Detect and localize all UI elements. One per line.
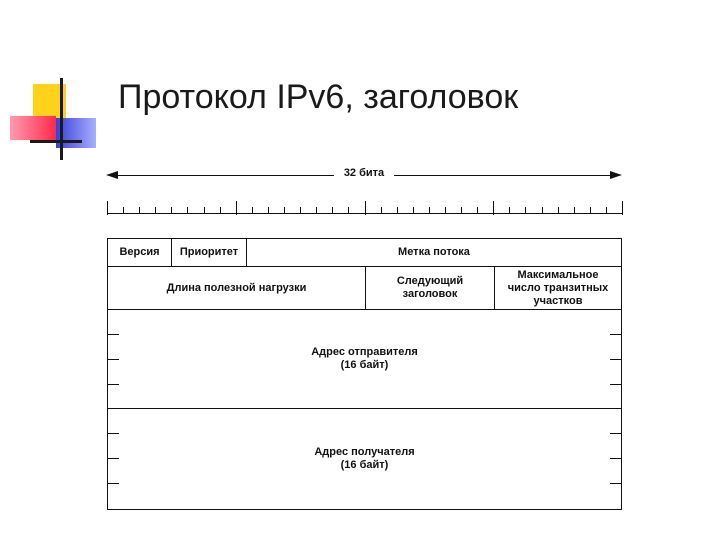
segment-stub xyxy=(107,359,119,360)
segment-stub xyxy=(107,384,119,385)
segment-stub xyxy=(107,334,119,335)
field-destination-address: Адрес получателя (16 байт) xyxy=(314,446,415,471)
ruler-tick xyxy=(558,207,559,213)
ruler-tick xyxy=(187,207,188,213)
ruler-tick xyxy=(606,207,607,213)
ruler-tick xyxy=(236,201,237,215)
ruler-tick xyxy=(429,207,430,213)
slide-title: Протокол IPv6, заголовок xyxy=(118,78,519,116)
ruler-tick xyxy=(123,207,124,213)
ruler-tick xyxy=(316,207,317,213)
ruler-tick xyxy=(542,207,543,213)
ruler-tick xyxy=(493,201,494,215)
logo-horizontal-line xyxy=(30,140,82,143)
ruler-tick xyxy=(139,207,140,213)
ruler-tick xyxy=(300,207,301,213)
ruler-tick xyxy=(397,207,398,213)
segment-stub xyxy=(610,334,622,335)
ruler-tick xyxy=(413,207,414,213)
ruler-tick xyxy=(509,207,510,213)
ruler-tick xyxy=(461,207,462,213)
ruler-tick xyxy=(622,201,623,215)
segment-stub xyxy=(107,483,119,484)
ruler-tick xyxy=(220,207,221,213)
ruler-tick xyxy=(107,201,108,215)
segment-stub xyxy=(107,458,119,459)
segment-stub xyxy=(610,458,622,459)
segment-stub xyxy=(610,384,622,385)
field-version: Версия xyxy=(119,246,160,258)
field-next-header: Следующий заголовок xyxy=(396,275,464,300)
ruler-tick xyxy=(590,207,591,213)
field-priority: Приоритет xyxy=(179,246,239,258)
ruler-tick xyxy=(284,207,285,213)
width-label: 32 бита xyxy=(334,167,394,179)
segment-stub xyxy=(610,359,622,360)
ruler-tick xyxy=(204,207,205,213)
field-source-address: Адрес отправителя (16 байт) xyxy=(311,346,418,371)
ruler-tick xyxy=(252,207,253,213)
ruler-tick xyxy=(171,207,172,213)
ruler-tick xyxy=(348,207,349,213)
ruler-tick xyxy=(365,201,366,215)
arrow-right-head xyxy=(610,171,622,179)
ruler-tick xyxy=(155,207,156,213)
segment-stub xyxy=(610,433,622,434)
field-hop-limit: Максимальное число транзитных участков xyxy=(507,268,609,307)
logo-red-bar xyxy=(10,116,56,140)
logo-vertical-line xyxy=(60,78,63,160)
segment-stub xyxy=(107,433,119,434)
ruler-tick xyxy=(332,207,333,213)
field-flow-label: Метка потока xyxy=(398,246,470,258)
ruler-tick xyxy=(525,207,526,213)
ruler-tick xyxy=(381,207,382,213)
ruler-tick xyxy=(268,207,269,213)
ruler-tick xyxy=(445,207,446,213)
field-payload-length: Длина полезной нагрузки xyxy=(166,281,307,294)
ruler-tick xyxy=(574,207,575,213)
arrow-left-head xyxy=(106,171,118,179)
segment-stub xyxy=(610,483,622,484)
ruler-tick xyxy=(477,207,478,213)
